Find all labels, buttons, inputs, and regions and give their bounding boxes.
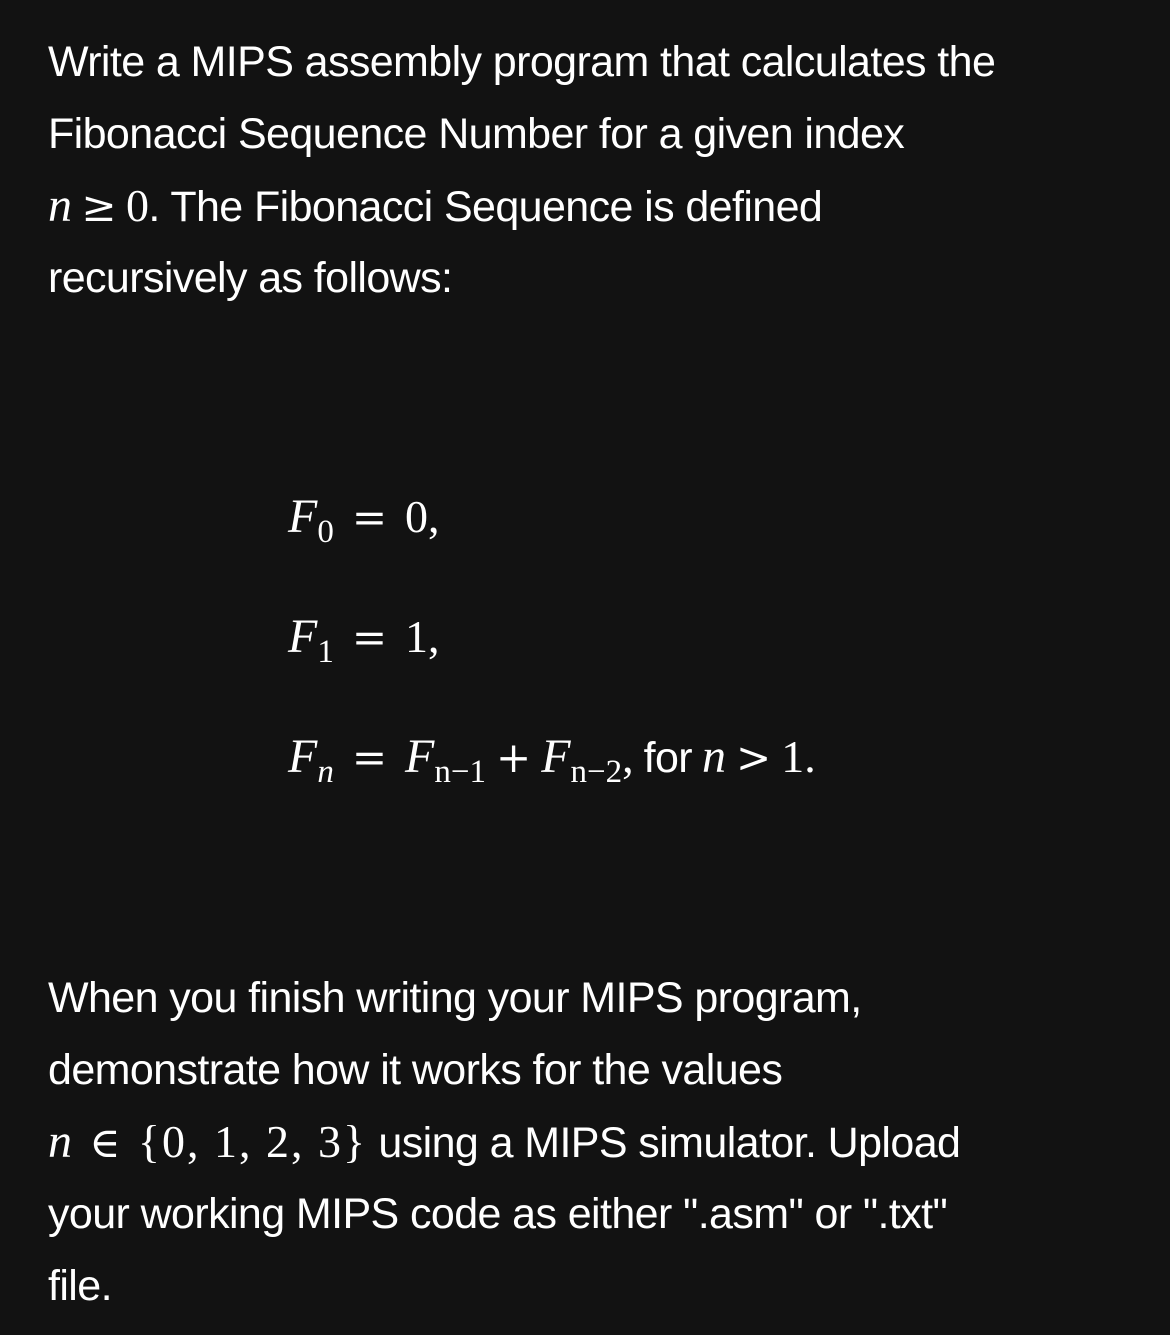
eq2-for-text: for [643, 734, 693, 782]
eq2-lhs-sub: n [317, 754, 334, 790]
math-zero: 0 [126, 180, 149, 231]
eq0-rhs: 0, [405, 491, 440, 542]
outro-line-1: When you finish writing your MIPS program, [48, 974, 862, 1022]
eq1-rhs: 1, [405, 611, 440, 662]
math-var-n: n [48, 179, 72, 232]
outro-paragraph [48, 962, 1128, 1322]
math-geq: ≥ [81, 182, 116, 231]
eq2-term1-sub: n−1 [434, 754, 486, 790]
eq2-cond-val: 1. [781, 731, 816, 782]
eq2-lhs-var: F [288, 730, 318, 783]
outro-line-4: your working MIPS code as either ".asm" or ".txt" [48, 1190, 948, 1238]
outro-line-3 [48, 1106, 1128, 1178]
eq2-term2-sub: n−2 [570, 754, 623, 790]
intro-line-1: Write a MIPS assembly program that calculates the [48, 38, 996, 86]
intro-line-3 [48, 170, 1128, 242]
eq2-greater: > [736, 733, 772, 782]
eq2-plus: + [495, 733, 532, 782]
eq0-lhs-var: F [288, 490, 318, 543]
equation-fn [288, 717, 816, 797]
intro-line-4: recursively as follows: [48, 254, 453, 302]
intro-paragraph [48, 26, 1128, 314]
eq2-term1-var: F [405, 730, 435, 783]
eq1-equals: = [351, 613, 388, 662]
equation-f1 [288, 597, 440, 677]
math-var-n-2: n [48, 1115, 72, 1168]
equation-f0 [288, 477, 440, 557]
eq0-equals: = [351, 493, 388, 542]
eq1-lhs-var: F [288, 610, 318, 663]
eq1-lhs-sub: 1 [317, 634, 334, 670]
eq2-cond-var: n [702, 730, 727, 783]
eq2-equals: = [351, 733, 388, 782]
eq0-lhs-sub: 0 [317, 514, 334, 550]
outro-line-3-text: using a MIPS simulator. Upload [367, 1119, 961, 1167]
math-element-of: ∈ [89, 1118, 120, 1167]
outro-line-5: file. [48, 1262, 112, 1310]
eq2-term2-var: F [541, 730, 571, 783]
eq2-comma: , [622, 731, 634, 782]
intro-line-3-text: . The Fibonacci Sequence is defined [148, 183, 823, 231]
intro-line-2: Fibonacci Sequence Number for a given index [48, 110, 905, 158]
outro-line-2: demonstrate how it works for the values [48, 1046, 783, 1094]
math-set: {0, 1, 2, 3} [137, 1116, 368, 1167]
